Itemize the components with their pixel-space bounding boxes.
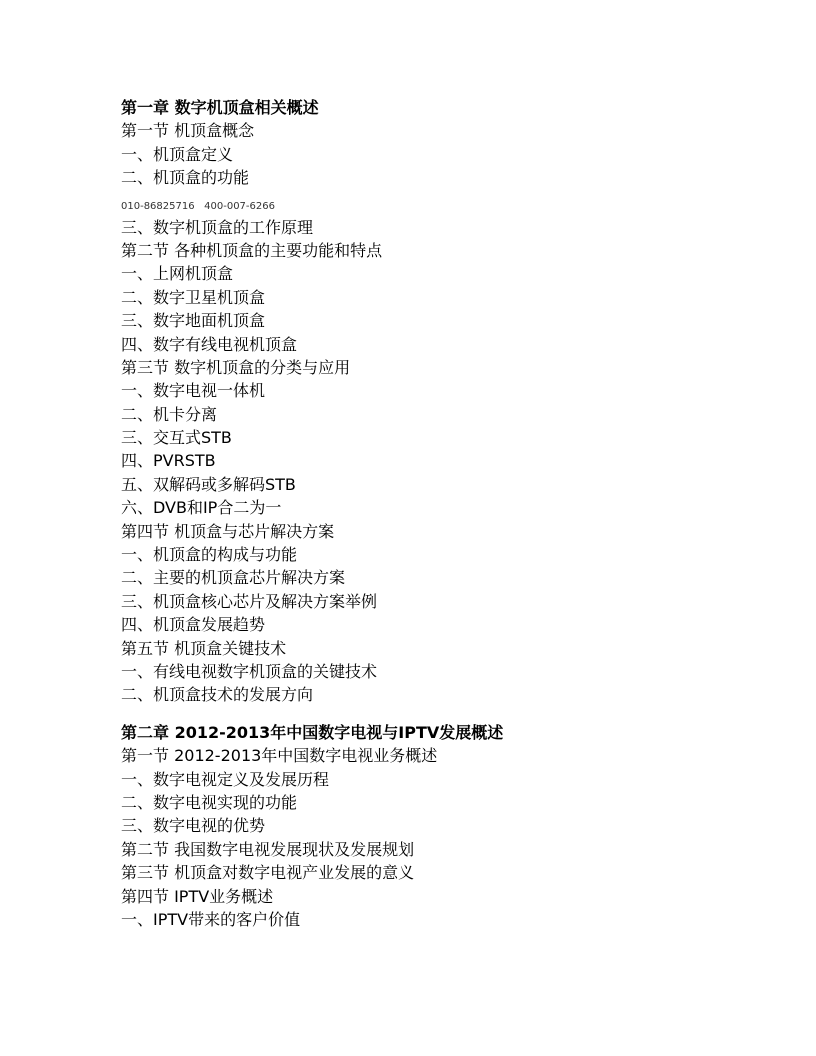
toc-entry: 三、交互式STB	[121, 428, 232, 448]
toc-entry: 第一节 2012-2013年中国数字电视业务概述	[121, 746, 438, 766]
toc-entry: 二、机顶盒技术的发展方向	[121, 685, 314, 705]
chapter-1-section-list-b	[121, 216, 741, 707]
toc-entry: 一、机顶盒定义	[121, 144, 234, 164]
toc-entry: 三、数字机顶盒的工作原理	[121, 217, 314, 237]
toc-entry: 第二节 各种机顶盒的主要功能和特点	[121, 240, 383, 260]
toc-entry: 一、有线电视数字机顶盒的关键技术	[121, 661, 378, 681]
toc-entry: 第四节 机顶盒与芯片解决方案	[121, 521, 335, 541]
toc-entry: 一、上网机顶盒	[121, 264, 234, 284]
toc-entry: 四、数字有线电视机顶盒	[121, 334, 298, 354]
toc-entry: 第五节 机顶盒关键技术	[121, 638, 287, 658]
toc-entry: 一、机顶盒的构成与功能	[121, 545, 298, 565]
toc-entry: 二、机卡分离	[121, 404, 218, 424]
toc-entry: 三、数字电视的优势	[121, 816, 266, 836]
toc-entry: 二、机顶盒的功能	[121, 168, 250, 188]
contact-phone-numbers: 010-86825716 400-007-6266	[121, 200, 275, 212]
toc-entry: 第四节 IPTV业务概述	[121, 886, 274, 906]
chapter-gap	[121, 707, 741, 721]
toc-entry: 第一节 机顶盒概念	[121, 121, 255, 141]
toc-entry: 第三节 机顶盒对数字电视产业发展的意义	[121, 863, 415, 883]
toc-entry: 一、IPTV带来的客户价值	[121, 909, 301, 929]
toc-entry: 第二节 我国数字电视发展现状及发展规划	[121, 839, 415, 859]
toc-entry: 三、数字地面机顶盒	[121, 311, 266, 331]
toc-entry: 三、机顶盒核心芯片及解决方案举例	[121, 591, 378, 611]
toc-entry: 一、数字电视定义及发展历程	[121, 769, 330, 789]
chapter-1-section-list-a	[121, 119, 741, 189]
toc-entry: 四、机顶盒发展趋势	[121, 615, 266, 635]
toc-entry: 四、PVRSTB	[121, 451, 216, 471]
chapter-2-title: 第二章 2012-2013年中国数字电视与IPTV发展概述	[121, 722, 504, 742]
document-page	[121, 96, 741, 931]
toc-entry: 二、数字电视实现的功能	[121, 792, 298, 812]
chapter-2-section-list	[121, 744, 741, 931]
toc-entry: 第三节 数字机顶盒的分类与应用	[121, 357, 351, 377]
toc-entry: 五、双解码或多解码STB	[121, 474, 296, 494]
toc-entry: 一、数字电视一体机	[121, 381, 266, 401]
toc-entry: 二、数字卫星机顶盒	[121, 287, 266, 307]
chapter-1-title: 第一章 数字机顶盒相关概述	[121, 98, 319, 117]
toc-entry: 二、主要的机顶盒芯片解决方案	[121, 568, 346, 588]
toc-entry: 六、DVB和IP合二为一	[121, 498, 282, 518]
